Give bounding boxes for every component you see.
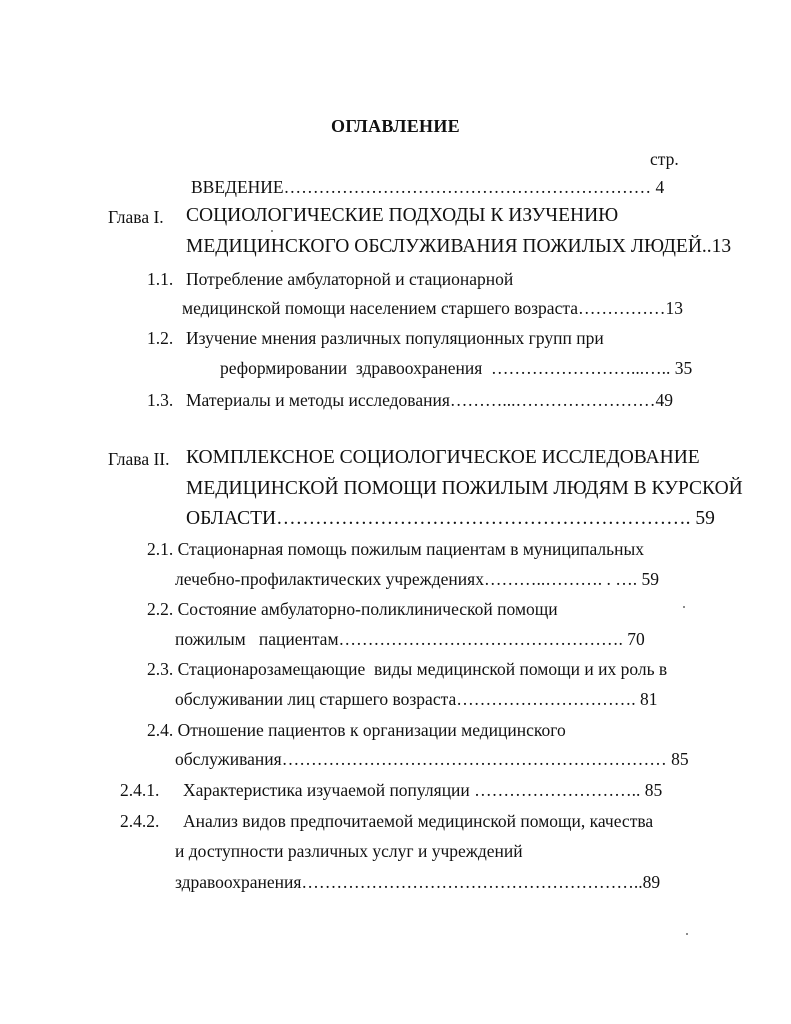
section-title: реформировании здравоохранения ……………………...….. 35 [220,358,693,378]
scan-speck [683,606,685,608]
chapter-label: Глава II. [108,449,170,469]
section-title: лечебно-профилактических учреждениях………..………. . …. 59 [175,569,659,589]
section-number: 1.3. [147,390,174,410]
section-title: пожилым пациентам…………………………………………. 70 [175,629,645,649]
section-title: обслуживании лиц старшего возраста…………………………. 81 [175,689,658,709]
section-title: Потребление амбулаторной и стационарной [186,269,514,289]
section-number: 1.2. [147,328,174,348]
chapter-title: ОБЛАСТИ………………………………………………………. 59 [186,508,715,529]
subsection-title: Характеристика изучаемой популяции ……………………….. 85 [183,780,663,800]
chapter-label: Глава I. [108,207,164,227]
section-title: обслуживания………………………………………………………… 85 [175,749,689,769]
chapter-title: СОЦИОЛОГИЧЕСКИЕ ПОДХОДЫ К ИЗУЧЕНИЮ [186,205,619,226]
subsection-title: Анализ видов предпочитаемой медицинской помощи, качества [183,811,654,831]
section-title: Изучение мнения различных популяционных групп при [186,328,604,348]
page-title: ОГЛАВЛЕНИЕ [331,116,460,136]
section-title: 2.3. Стационарозамещающие виды медицинской помощи и их роль в [147,659,668,679]
subsection-title: здравоохранения…………………………………………………..89 [175,872,661,892]
section-title: 2.1. Стационарная помощь пожилым пациентам в муниципальных [147,539,644,559]
section-title: 2.4. Отношение пациентов к организации медицинского [147,720,566,740]
subsection-title: и доступности различных услуг и учреждений [175,841,523,861]
page-column-label: стр. [650,149,679,169]
toc-introduction: ВВЕДЕНИЕ……………………………………………………… 4 [191,177,665,197]
section-title: 2.2. Состояние амбулаторно-поликлинической помощи [147,599,558,619]
section-number: 1.1. [147,269,174,289]
section-title: Материалы и методы исследования………...……………………49 [186,390,674,410]
subsection-number: 2.4.2. [120,811,160,831]
scan-speck [686,933,688,935]
chapter-title: МЕДИЦИНСКОЙ ПОМОЩИ ПОЖИЛЫМ ЛЮДЯМ В КУРСКОЙ [186,478,743,499]
chapter-title: МЕДИЦИНСКОГО ОБСЛУЖИВАНИЯ ПОЖИЛЫХ ЛЮДЕЙ..13 [186,236,732,257]
scan-speck [271,230,273,232]
section-title: медицинской помощи населением старшего возраста……………13 [182,298,683,318]
subsection-number: 2.4.1. [120,780,160,800]
chapter-title: КОМПЛЕКСНОЕ СОЦИОЛОГИЧЕСКОЕ ИССЛЕДОВАНИЕ [186,447,700,468]
